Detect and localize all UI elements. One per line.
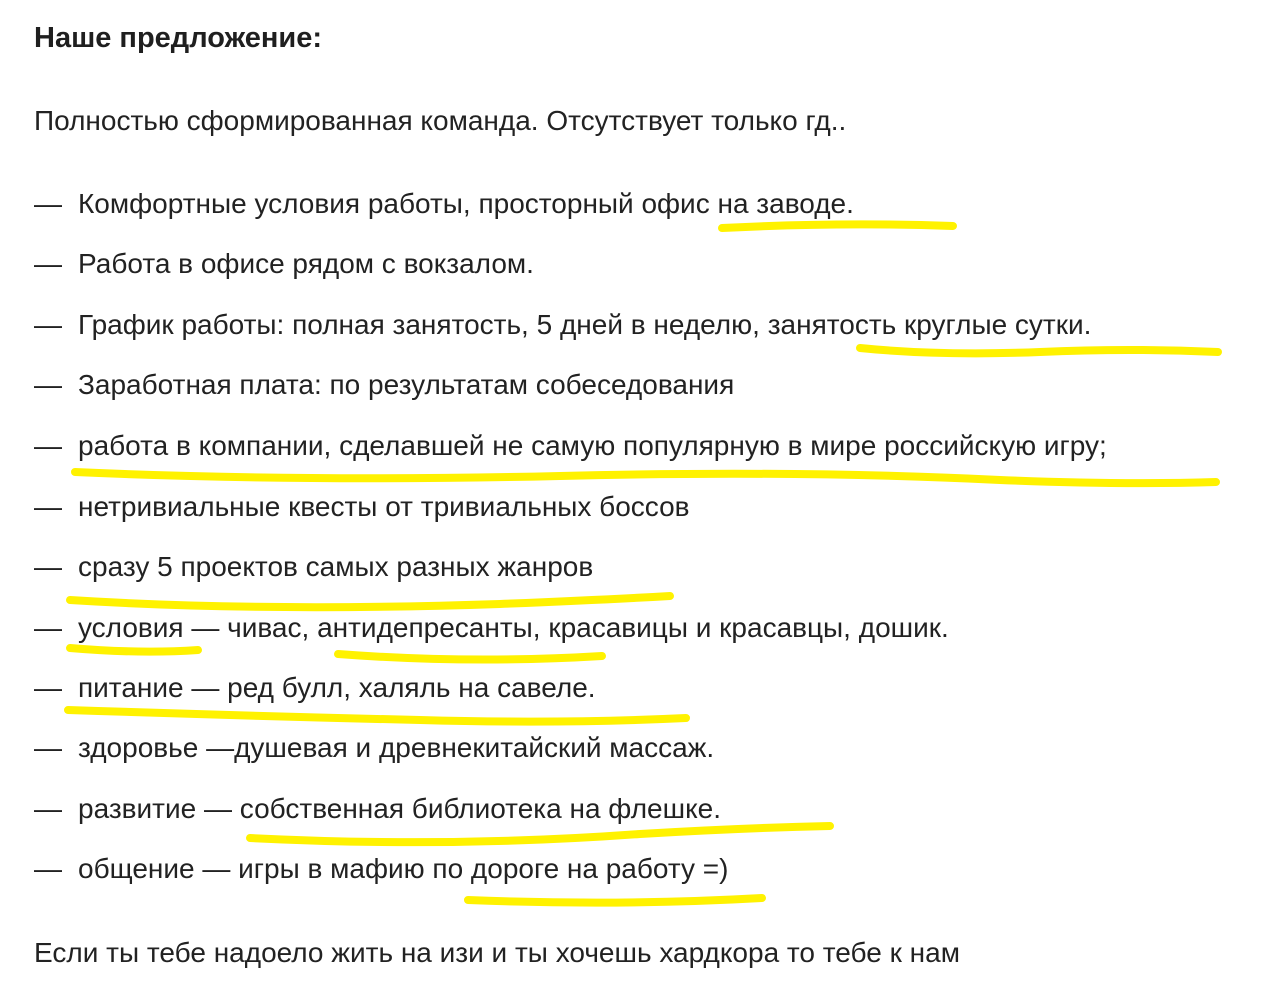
list-item-text: Работа в офисе рядом с вокзалом. [78, 248, 534, 279]
list-item-text: питание — ред булл, халяль на савеле. [78, 672, 596, 703]
list-item-text: Комфортные условия работы, просторный офис на заводе. [78, 188, 854, 219]
list-item-text: здоровье —душевая и древнекитайский массаж. [78, 732, 715, 763]
underline-nutrition [68, 710, 686, 722]
section-heading: Наше предложение: [34, 22, 323, 54]
dash: — [34, 491, 62, 522]
list-item-text: Заработная плата: по результатам собеседования [78, 369, 735, 400]
closing-paragraph: Если ты тебе надоело жить на изи и ты хочешь хардкора то тебе к нам [34, 937, 960, 968]
list-item-text: нетривиальные квесты от тривиальных боссов [78, 491, 690, 522]
list-item [34, 188, 854, 220]
list-item [34, 369, 734, 401]
list-item-text: условия — чивас, антидепресанты, красавицы и красавцы, дошик. [78, 612, 949, 643]
list-item [34, 853, 728, 885]
intro-paragraph: Полностью сформированная команда. Отсутствует только гд.. [34, 105, 847, 136]
dash: — [34, 551, 62, 582]
list-item [34, 248, 534, 280]
dash: — [34, 430, 62, 461]
list-item [34, 612, 949, 644]
dash: — [34, 732, 62, 763]
list-item [34, 309, 1091, 341]
list-item-text: График работы: полная занятость, 5 дней в неделю, занятость круглые сутки. [78, 309, 1092, 340]
dash: — [34, 369, 62, 400]
list-item [34, 672, 596, 704]
dash: — [34, 672, 62, 703]
list-item-text: работа в компании, сделавшей не самую популярную в мире российскую игру; [78, 430, 1107, 461]
dash: — [34, 188, 62, 219]
list-item [34, 491, 690, 523]
dash: — [34, 248, 62, 279]
list-item [34, 430, 1107, 462]
underline-on-the-way [468, 898, 762, 903]
underline-library [250, 826, 830, 842]
list-item-text: сразу 5 проектов самых разных жанров [78, 551, 594, 582]
underline-conditions [70, 648, 198, 652]
dash: — [34, 793, 62, 824]
list-item [34, 551, 593, 583]
list-item [34, 732, 714, 764]
underline-round-the-clock [860, 348, 1218, 353]
underline-company-game [75, 472, 1216, 483]
dash: — [34, 853, 62, 884]
dash: — [34, 309, 62, 340]
list-item-text: общение — игры в мафию по дороге на работу =) [78, 853, 729, 884]
underline-office-at-factory [722, 224, 953, 228]
dash: — [34, 612, 62, 643]
list-item [34, 793, 721, 825]
underline-five-projects [70, 596, 670, 607]
underline-antidepressants [338, 654, 602, 660]
list-item-text: развитие — собственная библиотека на флешке. [78, 793, 722, 824]
